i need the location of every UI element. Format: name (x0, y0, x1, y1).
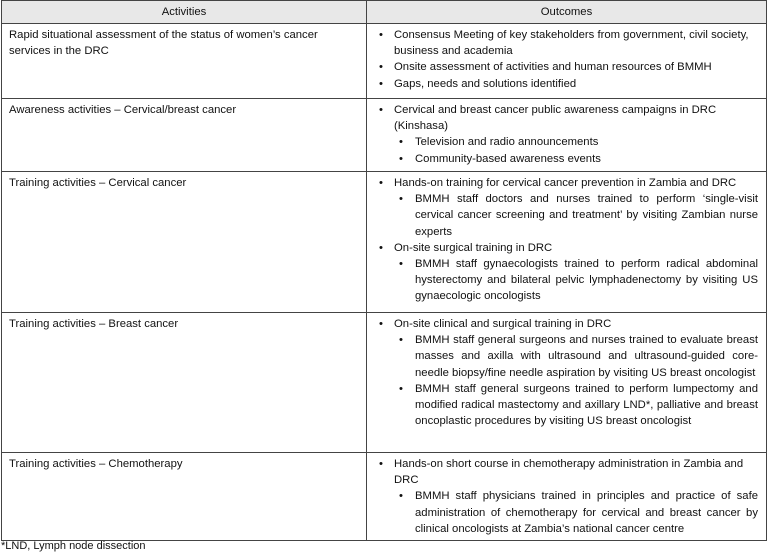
sub-list-item: • BMMH staff doctors and nurses trained to perform ‘single-visit cervical cancer screening and treatment’ by visiting Zambian nurse experts (394, 191, 758, 240)
table-header-row (2, 1, 767, 24)
outcomes-cell (367, 453, 767, 541)
sub-list-item: • BMMH staff general surgeons and nurses trained to evaluate breast masses and axilla with ultrasound and ultrasound-guided core-needle biopsy/fine needle aspiration by visiting US breast oncologist (394, 332, 758, 381)
activity-cell: Training activities – Chemotherapy (2, 453, 367, 541)
outcome-text: Hands-on short course in chemotherapy administration in Zambia and DRC (394, 458, 744, 487)
list-item (373, 456, 758, 537)
sub-list-item: • BMMH staff physicians trained in principles and practice of safe administration of chemotherapy for cervical and breast cancer by clinical oncologists at Zambia’s national cancer centre (394, 488, 758, 537)
list-item (373, 102, 758, 167)
outcome-text: Hands-on training for cervical cancer prevention in Zambia and DRC (394, 177, 737, 189)
table-row (2, 313, 767, 453)
outcomes-list (373, 27, 758, 92)
sub-list-item: • BMMH staff gynaecologists trained to perform radical abdominal hysterectomy and bilateral pelvic lymphadenectomy by visiting US gynaecologic oncologists (394, 256, 758, 305)
list-item: • Consensus Meeting of key stakeholders from government, civil society, business and academia (373, 27, 758, 59)
outcome-text: On-site surgical training in DRC (394, 241, 553, 254)
activities-outcomes-table-container (1, 0, 766, 541)
outcome-text: On-site clinical and surgical training in DRC (394, 318, 612, 330)
table-row (2, 453, 767, 541)
header-activities: Activities (2, 1, 367, 24)
outcomes-list (373, 175, 758, 305)
sub-outcomes-list (394, 134, 758, 166)
sub-outcomes-list (394, 332, 758, 429)
table-row (2, 172, 767, 313)
sub-list-item: • BMMH staff general surgeons trained to perform lumpectomy and modified radical mastectomy and axillary LND*, palliative and breast oncoplastic procedures by visiting US breast oncologist (394, 381, 758, 430)
outcomes-cell (367, 313, 767, 453)
table-footnote: *LND, Lymph node dissection (1, 540, 146, 552)
table-row (2, 24, 767, 99)
sub-outcomes-list (394, 191, 758, 240)
list-item (373, 240, 758, 305)
list-item: • Onsite assessment of activities and human resources of BMMH (373, 59, 758, 75)
list-item (373, 175, 758, 240)
sub-outcomes-list (394, 488, 758, 537)
outcomes-list (373, 456, 758, 537)
activity-cell: Training activities – Breast cancer (2, 313, 367, 453)
sub-list-item: • Television and radio announcements (394, 134, 758, 150)
table-row (2, 99, 767, 172)
activity-cell: Training activities – Cervical cancer (2, 172, 367, 313)
outcomes-cell (367, 172, 767, 313)
sub-list-item: • Community-based awareness events (394, 151, 758, 167)
sub-outcomes-list (394, 256, 758, 305)
activity-cell: Awareness activities – Cervical/breast cancer (2, 99, 367, 172)
activities-outcomes-table (1, 0, 767, 541)
outcomes-cell (367, 99, 767, 172)
outcomes-list (373, 316, 758, 429)
outcomes-cell (367, 24, 767, 99)
list-item: • Gaps, needs and solutions identified (373, 76, 758, 92)
outcomes-list (373, 102, 758, 167)
activity-cell: Rapid situational assessment of the status of women’s cancer services in the DRC (2, 24, 367, 99)
outcome-text: Cervical and breast cancer public awareness campaigns in DRC (Kinshasa) (394, 104, 717, 133)
header-outcomes: Outcomes (367, 1, 767, 24)
list-item (373, 316, 758, 429)
